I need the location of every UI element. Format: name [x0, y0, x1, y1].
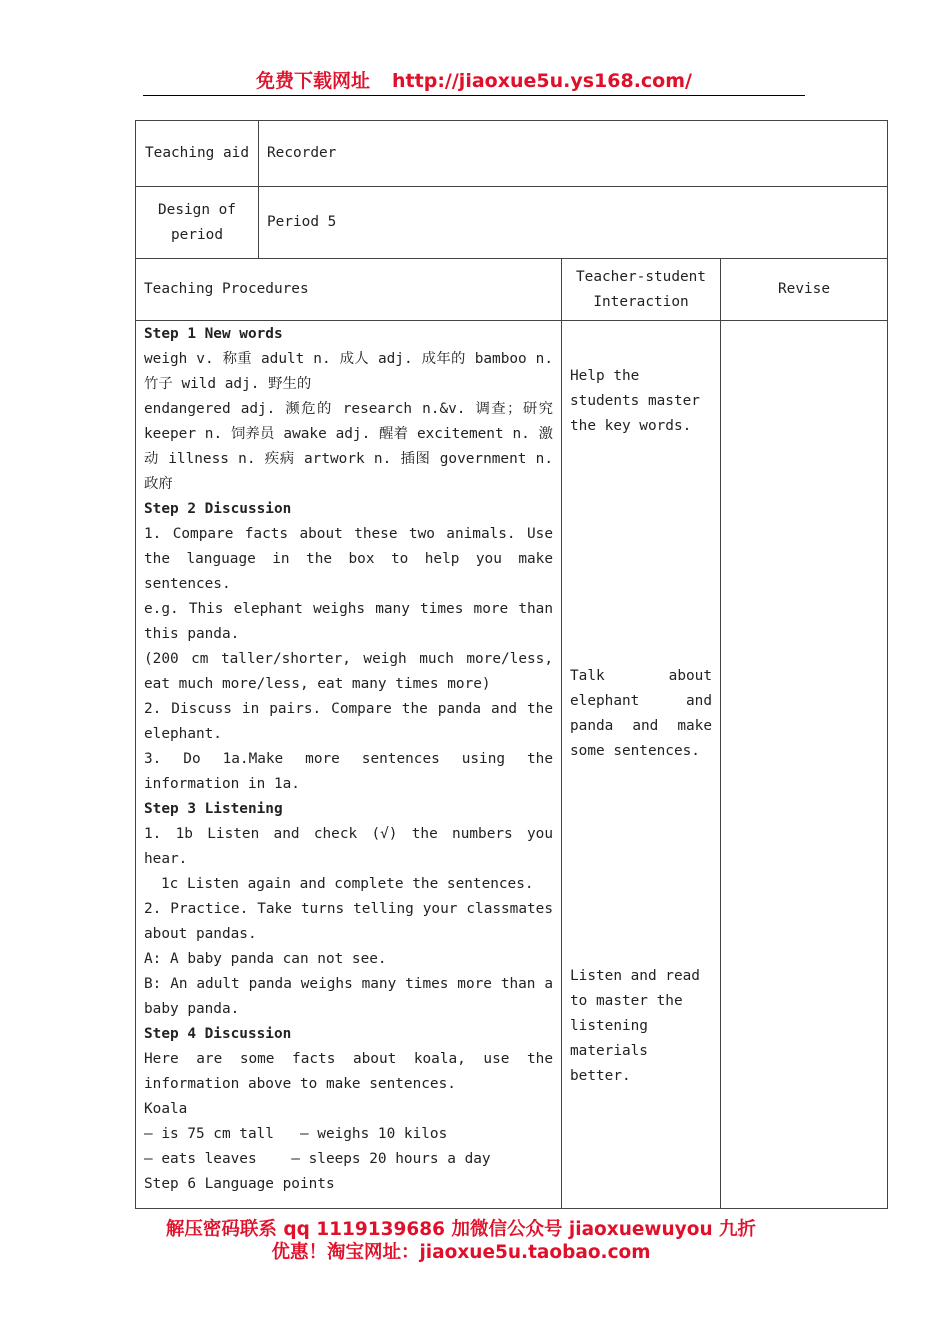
col-revise: Revise — [721, 259, 888, 321]
design-row — [136, 187, 888, 259]
revise-cell — [721, 321, 888, 1209]
step4-line1: Here are some facts about koala, use the information above to make sentences. — [144, 1051, 553, 1092]
step1-line1: weigh v. 称重 adult n. 成人 adj. 成年的 bamboo n. 竹子 wild adj. 野生的 — [144, 351, 553, 392]
col-interaction: Teacher-student Interaction — [562, 259, 721, 321]
step2-line5: 3. Do 1a.Make more sentences using the information in 1a. — [144, 751, 553, 792]
step6-line: Step 6 Language points — [144, 1176, 335, 1192]
step3-line2: 1c Listen again and complete the sentences. — [161, 876, 534, 892]
step3-line4: A: A baby panda can not see. — [144, 951, 387, 967]
page-header — [143, 66, 805, 96]
interaction-3: Listen and read to master the listening materials better. — [570, 968, 700, 1084]
design-label: Design of period — [136, 187, 259, 259]
footer-line2: 优惠！淘宝网址：jiaoxue5u.taobao.com — [271, 1242, 651, 1263]
step1-line2: endangered adj. 濒危的 research n.&v. 调查；研究 keeper n. 饲养员 awake adj. 醒着 excitement n. 激动 illness n. 疾病 artwork n. 插图 government n. 政府 — [144, 401, 553, 492]
lesson-plan-table — [135, 120, 888, 1209]
step4-line2: Koala — [144, 1101, 188, 1117]
step4-title: Step 4 Discussion — [144, 1026, 292, 1042]
header-title: 免费下载网址 — [256, 70, 371, 92]
step2-line2: e.g. This elephant weighs many times more than this panda. — [144, 601, 553, 642]
step2-line3: (200 cm taller/shorter, weigh much more/less, eat much more/less, eat many times more) — [144, 651, 553, 692]
footer-line1: 解压密码联系 qq 1119139686 加微信公众号 jiaoxuewuyou 九折 — [165, 1219, 757, 1240]
procedures-cell — [136, 321, 562, 1209]
step4-line3: — is 75 cm tall — weighs 10 kilos — [144, 1126, 448, 1142]
step3-title: Step 3 Listening — [144, 801, 283, 817]
interaction-1: Help the students master the key words. — [570, 368, 700, 434]
page-footer — [135, 1218, 787, 1264]
interaction-2: Talk about elephant and panda and make some sentences. — [570, 668, 712, 759]
step2-line4: 2. Discuss in pairs. Compare the panda and the elephant. — [144, 701, 553, 742]
step3-line1: 1. 1b Listen and check (√) the numbers you hear. — [144, 826, 553, 867]
teaching-aid-label: Teaching aid — [136, 121, 259, 187]
content-row — [136, 321, 888, 1209]
column-header-row — [136, 259, 888, 321]
teaching-aid-value: Recorder — [259, 121, 888, 187]
header-url[interactable]: http://jiaoxue5u.ys168.com/ — [392, 70, 692, 92]
step3-line3: 2. Practice. Take turns telling your classmates about pandas. — [144, 901, 553, 942]
step3-line5: B: An adult panda weighs many times more than a baby panda. — [144, 976, 553, 1017]
col-procedures: Teaching Procedures — [136, 259, 562, 321]
step1-title: Step 1 New words — [144, 326, 283, 342]
step2-line1: 1. Compare facts about these two animals. Use the language in the box to help you make sentences. — [144, 526, 553, 592]
step2-title: Step 2 Discussion — [144, 501, 292, 517]
design-value: Period 5 — [259, 187, 888, 259]
teaching-aid-row — [136, 121, 888, 187]
step4-line4: — eats leaves — sleeps 20 hours a day — [144, 1151, 491, 1167]
interaction-cell — [562, 321, 721, 1209]
